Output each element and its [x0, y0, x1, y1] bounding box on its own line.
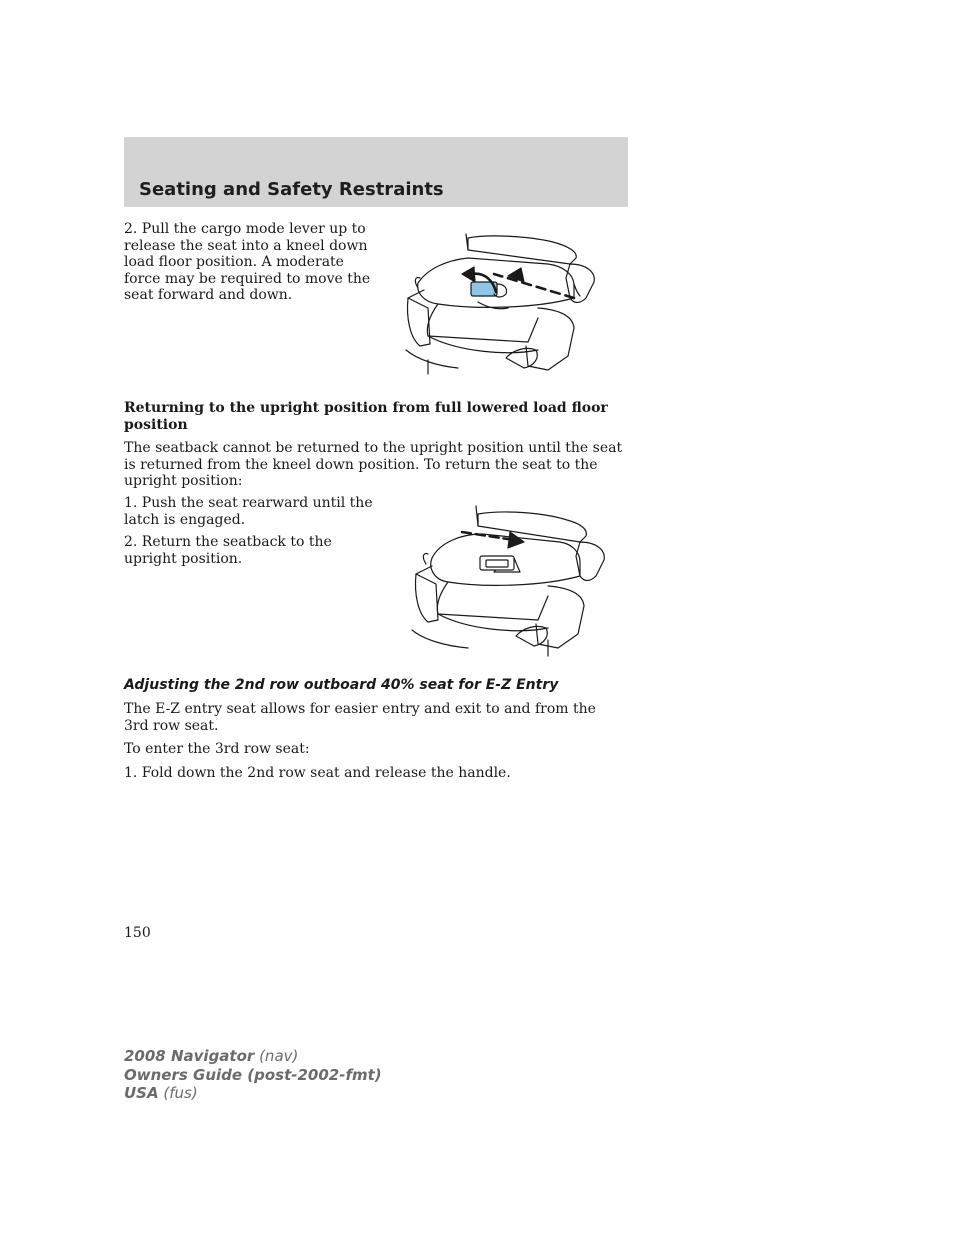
section-header-bar: [124, 137, 628, 207]
page-number: 150: [124, 925, 151, 941]
section-title: Seating and Safety Restraints: [139, 179, 444, 200]
push-seat-step: 1. Push the seat rearward until the latch is engaged.: [124, 495, 373, 528]
footer-line-model: [124, 1047, 382, 1066]
document-footer: [124, 1047, 382, 1103]
returning-upright-intro: The seatback cannot be returned to the upright position until the seat is returned from the kneel down position. To return the seat to the upright position:: [124, 440, 623, 489]
footer-market: USA: [124, 1084, 159, 1102]
footer-model-code: (nav): [254, 1047, 299, 1065]
footer-guide: Owners Guide (post-2002-fmt): [124, 1065, 382, 1084]
fold-down-step: 1. Fold down the 2nd row seat and release the handle.: [124, 765, 511, 781]
returning-upright-heading: Returning to the upright position from full lowered load floor position: [124, 400, 608, 433]
footer-line-guide: [124, 1066, 382, 1085]
enter-3rd-row-text: To enter the 3rd row seat:: [124, 741, 310, 757]
ez-entry-heading: Adjusting the 2nd row outboard 40% seat for E-Z Entry: [124, 677, 559, 693]
seat-push-rearward-illustration: [402, 502, 607, 660]
footer-line-market: [124, 1084, 382, 1103]
return-seatback-step: 2. Return the seatback to the upright position.: [124, 534, 332, 567]
footer-market-code: (fus): [158, 1084, 198, 1102]
step-2-text: 2. Pull the cargo mode lever up to release the seat into a kneel down load floor position. A moderate force may be required to move the seat forward and down.: [124, 221, 371, 303]
seat-kneel-down-illustration: [398, 228, 603, 378]
footer-model: 2008 Navigator: [124, 1047, 255, 1065]
ez-entry-description: The E-Z entry seat allows for easier entry and exit to and from the 3rd row seat.: [124, 701, 596, 734]
